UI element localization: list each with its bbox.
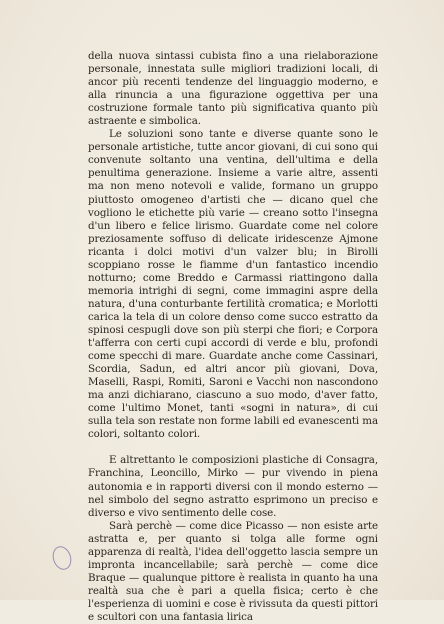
body-text: [88, 50, 378, 624]
library-stamp-mark: [50, 544, 75, 572]
paragraph-4: Sarà perchè — come dice Picasso — non esiste arte astratta e, per quanto si tolga alle forme ogni apparenza di realtà, l'idea dell'oggetto lascia sempre un impronta incancellabile; sarà perchè — come dice Braque — qualunque pittore è realista in quanto ha una realtà sua che è pari a quella fisica; certo è che l'esperienza di uomini e cose è rivissuta da questi pittori e scultori con una fantasia lirica: [88, 519, 378, 623]
paragraph-2: Le soluzioni sono tante e diverse quante sono le personale artistiche, tutte ancor giovani, di cui sono qui convenute soltanto una ventina, dell'ultima e della penultima generazione. Insieme a varie altre, assenti ma non meno notevoli e valide, formano un gruppo piuttosto omogeneo d'artisti che — dicano quel che vogliono le etichette più varie — creano sotto l'insegna d'un libero e felice lirismo. Guardate come nel colore preziosamente soffuso di delicate iridescenze Ajmone ricanta i dolci motivi d'un valzer blu; in Birolli scoppiano rosse le fiamme d'un fantastico incendio notturno; come Breddo e Carmassi riattingono dalla memoria intrighi di segni, come immagini aspre della natura, d'una conturbante fertilità cromatica; e Morlotti carica la tela di un colore denso come succo estratto da spinosi cespugli dove son più sterpi che fiori; e Corpora t'afferra con certi cupi accordi di verde e blu, profondi come specchi di mare. Guardate anche come Cassinari, Scordia, Sadun, ed altri ancor più giovani, Dova, Maselli, Raspi, Romiti, Saroni e Vacchi non nascondono ma anzi dichiarano, ciascuno a suo modo, d'aver fatto, come l'ultimo Monet, tanti «sogni in natura», di cui sulla tela son restate non forme labili ed evanescenti ma colori, soltanto colori.: [88, 128, 378, 441]
paragraph-3: E altrettanto le composizioni plastiche di Consagra, Franchina, Leoncillo, Mirko — pur vivendo in piena autonomia e in rapporti diversi con il mondo esterno — nel simbolo del segno astratto esprimono un preciso e diverso e vivo sentimento delle cose.: [88, 454, 378, 519]
paragraph-1: della nuova sintassi cubista fino a una rielaborazione personale, innestata sulle migliori tradizioni locali, di ancor più recenti tendenze del linguaggio moderno, e alla rinuncia a una figurazione oggettiva per una costruzione formale tanto più significativa quanto più astraente e simbolica.: [88, 50, 378, 128]
